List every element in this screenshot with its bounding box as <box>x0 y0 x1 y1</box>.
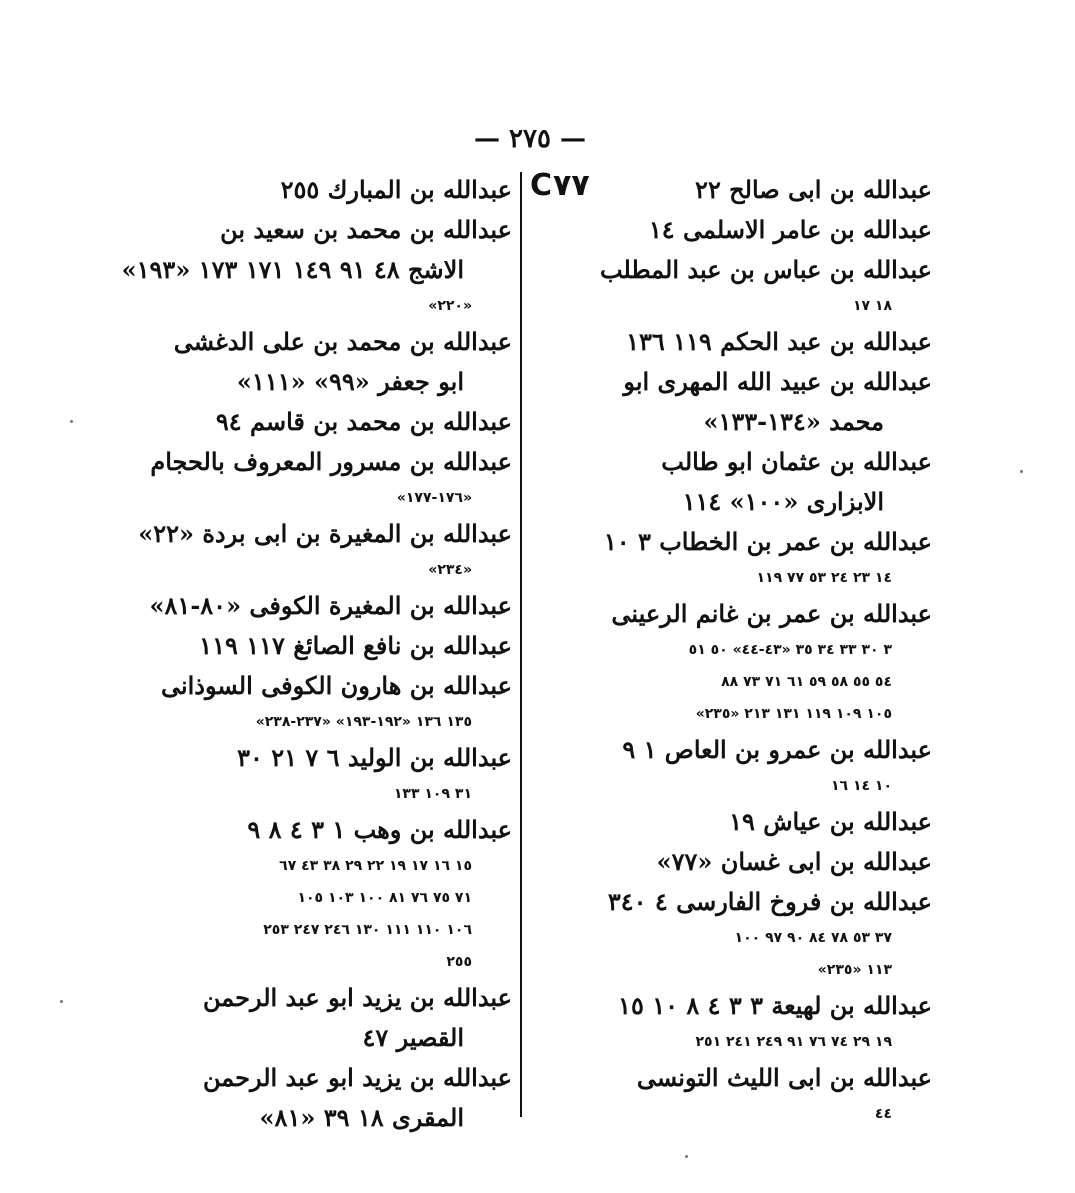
entry-page-refs: ١٠٦ ١١٠ ١١١ ١٣٠ ٢٤٦ ٢٤٧ ٢٥٣ <box>263 922 472 938</box>
entry-continuation: محمد «١٣٤-١٣٣» <box>703 407 884 436</box>
entry-name: عبدالله بن يزيد ابو عبد الرحمن <box>203 1063 512 1092</box>
entry-page-refs: ٧١ ٧٥ ٧٦ ٨١ ١٠٠ ١٠٣ ١٠٥ <box>297 890 472 906</box>
page-number: — ٢٧٥ — <box>473 124 587 154</box>
entry-name: عبدالله بن المغيرة الكوفى «٨٠-٨١» <box>149 591 512 620</box>
index-entry <box>108 738 512 810</box>
entry-continuation: الابزارى «١٠٠» ١١٤ <box>682 487 884 516</box>
entry-name: عبدالله بن ابى غسان «٧٧» <box>656 847 932 876</box>
marginal-handwritten-note: C٧٧ <box>530 168 590 203</box>
entry-name: عبدالله بن المبارك ٢٥٥ <box>280 175 512 204</box>
column-divider <box>520 172 522 1117</box>
index-entry <box>108 442 512 514</box>
scan-speck <box>685 1155 688 1158</box>
index-entry <box>108 514 512 586</box>
entry-name: عبدالله بن ابى صالح ٢٢ <box>695 175 932 204</box>
entry-continuation: الاشج ٤٨ ٩١ ١٤٩ ١٧١ ١٧٣ «١٩٣» <box>121 255 464 284</box>
index-entry <box>540 1058 932 1130</box>
index-entry <box>108 402 512 442</box>
scan-speck <box>1020 470 1023 473</box>
entry-page-refs: «١٧٦-١٧٧» <box>396 490 472 506</box>
index-entry <box>108 810 512 978</box>
entry-name: عبدالله بن وهب ١ ٣ ٤ ٨ ٩ <box>247 815 512 844</box>
index-entry <box>540 170 932 210</box>
entry-name: عبدالله بن عامر الاسلمى ١٤ <box>648 215 932 244</box>
entry-page-refs: ٣ ٣٠ ٣٣ ٣٤ ٣٥ «٤٣-٤٤» ٥٠ ٥١ <box>688 642 892 658</box>
index-entry <box>108 1058 512 1138</box>
entry-page-refs: ١٠ ١٤ ١٦ <box>830 778 892 794</box>
entry-page-refs: ١٩ ٢٩ ٧٤ ٧٦ ٩١ ٢٤٩ ٢٤١ ٢٥١ <box>695 1034 892 1050</box>
entry-name: عبدالله بن ابى الليث التونسى <box>636 1063 932 1092</box>
entry-page-refs: ١١٣ «٢٣٥» <box>817 962 892 978</box>
index-entry <box>108 626 512 666</box>
scan-speck <box>60 1000 63 1003</box>
index-entry <box>540 362 932 442</box>
entry-page-refs: «٢٣٤» <box>428 562 472 578</box>
index-entry <box>108 170 512 210</box>
entry-page-refs: ١٨ ١٧ <box>852 298 892 314</box>
entry-name: عبدالله بن محمد بن سعيد بن <box>220 215 512 244</box>
index-entry <box>540 250 932 322</box>
entry-name: عبدالله بن عباس بن عبد المطلب <box>599 255 932 284</box>
index-entry <box>540 522 932 594</box>
entry-name: عبدالله بن مسرور المعروف بالحجام <box>150 447 512 476</box>
entry-page-refs: ٣١ ١٠٩ ١٣٣ <box>393 786 472 802</box>
entry-page-refs: ٤٤ <box>874 1106 892 1122</box>
entry-name: عبدالله بن فروخ الفارسى ٤ ٣٤٠ <box>607 887 932 916</box>
index-entry <box>108 586 512 626</box>
entry-page-refs: ٢٥٥ <box>446 954 472 970</box>
index-entry <box>108 322 512 402</box>
index-entry <box>108 978 512 1058</box>
entry-name: عبدالله بن لهيعة ٣ ٣ ٤ ٨ ١٠ ١٥ <box>618 991 932 1020</box>
index-entry <box>540 986 932 1058</box>
entry-page-refs: ١٠٥ ١٠٩ ١١٩ ١٣١ ٢١٣ «٢٣٥» <box>695 706 892 722</box>
scan-speck <box>70 420 73 423</box>
entry-name: عبدالله بن عمر بن غانم الرعينى <box>611 599 932 628</box>
entry-name: عبدالله بن يزيد ابو عبد الرحمن <box>203 983 512 1012</box>
index-entry <box>108 210 512 322</box>
entry-name: عبدالله بن عمر بن الخطاب ٣ ١٠ <box>603 527 932 556</box>
entry-page-refs: ١٤ ٢٣ ٢٤ ٥٣ ٧٧ ١١٩ <box>756 570 892 586</box>
index-entry <box>540 322 932 362</box>
entry-name: عبدالله بن عبد الحكم ١١٩ ١٣٦ <box>626 327 932 356</box>
index-entry <box>540 842 932 882</box>
right-column <box>540 170 932 1130</box>
index-entry <box>540 594 932 730</box>
entry-page-refs: ١٥ ١٦ ١٧ ١٩ ٢٢ ٢٩ ٣٨ ٤٣ ٦٧ <box>279 858 472 874</box>
entry-name: عبدالله بن عثمان ابو طالب <box>661 447 932 476</box>
index-entry <box>540 442 932 522</box>
index-entry <box>540 210 932 250</box>
index-entry <box>540 802 932 842</box>
entry-continuation: ابو جعفر «٩٩» «١١١» <box>236 367 464 396</box>
entry-continuation: المقرى ١٨ ٣٩ «٨١» <box>259 1103 464 1132</box>
entry-page-refs: «٢٢٠» <box>428 298 472 314</box>
entry-name: عبدالله بن عياش ١٩ <box>729 807 932 836</box>
entry-page-refs: ١٣٥ ١٣٦ «١٩٢-١٩٣» «٢٣٧-٢٣٨» <box>255 714 472 730</box>
entry-name: عبدالله بن هارون الكوفى السوذانى <box>160 671 512 700</box>
entry-name: عبدالله بن محمد بن قاسم ٩٤ <box>215 407 512 436</box>
entry-name: عبدالله بن المغيرة بن ابى بردة «٢٢» <box>138 519 512 548</box>
entry-name: عبدالله بن نافع الصائغ ١١٧ ١١٩ <box>199 631 512 660</box>
entry-page-refs: ٥٤ ٥٥ ٥٨ ٥٩ ٦١ ٧١ ٧٣ ٨٨ <box>721 674 892 690</box>
entry-name: عبدالله بن الوليد ٦ ٧ ٢١ ٣٠ <box>237 743 512 772</box>
entry-name: عبدالله بن عمرو بن العاص ١ ٩ <box>622 735 932 764</box>
entry-continuation: القصير ٤٧ <box>362 1023 464 1052</box>
entry-name: عبدالله بن محمد بن على الدغشى <box>173 327 512 356</box>
entry-name: عبدالله بن عبيد الله المهرى ابو <box>623 367 932 396</box>
index-entry <box>540 882 932 986</box>
index-entry <box>540 730 932 802</box>
left-column <box>108 170 512 1138</box>
index-entry <box>108 666 512 738</box>
entry-page-refs: ٣٧ ٥٣ ٧٨ ٨٤ ٩٠ ٩٧ ١٠٠ <box>734 930 892 946</box>
